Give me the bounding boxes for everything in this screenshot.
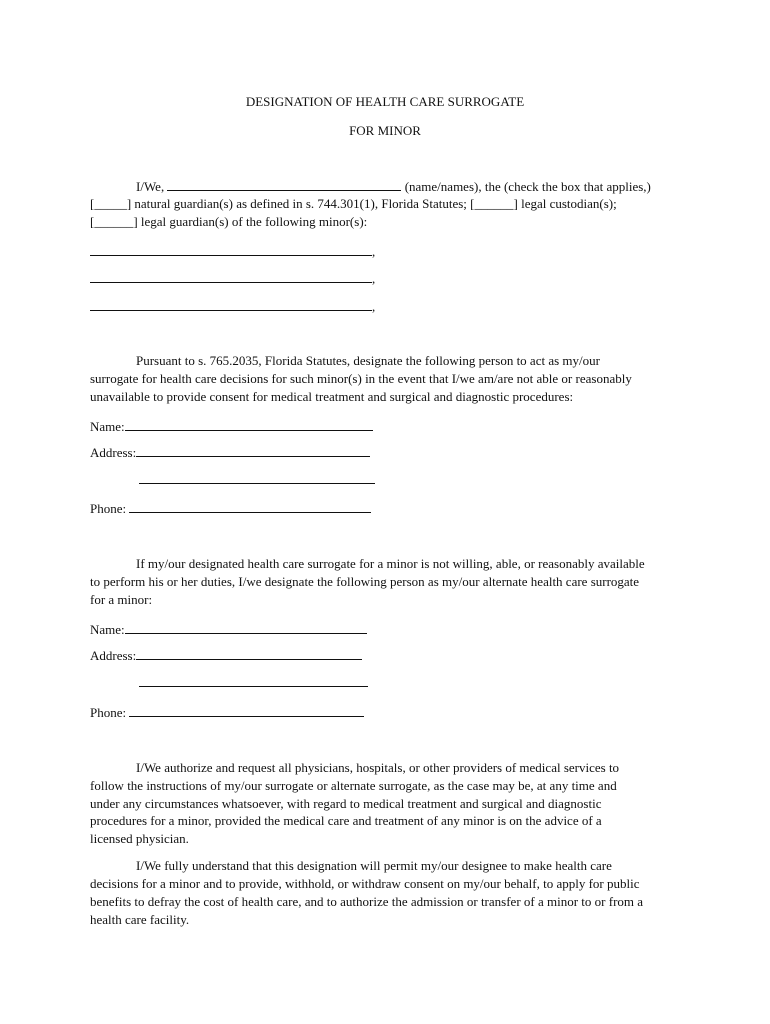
understand-line-1: I/We fully understand that this designation will permit my/our designee to make health care (136, 858, 612, 873)
minor-name-field-2[interactable] (90, 270, 372, 283)
surrogate-phone-label: Phone: (90, 501, 127, 516)
surrogate-phone-row (90, 500, 371, 517)
surrogate-address-row (90, 444, 370, 461)
minor-name-comma-2: , (372, 271, 376, 286)
intro-line-3: [______] legal guardian(s) of the following minor(s): (90, 214, 368, 229)
surrogate-address-field-2[interactable] (139, 483, 375, 484)
alternate-address-field-2[interactable] (139, 686, 368, 687)
authorize-line-5: licensed physician. (90, 831, 189, 846)
intro-line-1 (136, 178, 651, 195)
intro-lead: I/We, (136, 179, 165, 194)
minor-name-line-1 (90, 243, 375, 260)
minor-name-field-1[interactable] (90, 243, 372, 256)
alternate-phone-label: Phone: (90, 705, 127, 720)
alternate-name-field[interactable] (125, 621, 367, 634)
surrogate-name-row (90, 418, 373, 435)
understand-line-2: decisions for a minor and to provide, withhold, or withdraw consent on my/our behalf, to apply for public (90, 876, 640, 891)
surrogate-phone-field[interactable] (129, 500, 371, 513)
minor-name-line-2 (90, 270, 375, 287)
alternate-address-row (90, 647, 362, 664)
alternate-line-1: If my/our designated health care surrogate for a minor is not willing, able, or reasonably available (136, 556, 645, 571)
alternate-line-3: for a minor: (90, 592, 153, 607)
authorize-line-4: procedures for a minor, provided the medical care and treatment of any minor is on the advice of a (90, 813, 602, 828)
minor-name-comma-1: , (372, 244, 376, 259)
minor-name-field-3[interactable] (90, 298, 372, 311)
surrogate-address-field[interactable] (136, 444, 370, 457)
authorize-line-3: under any circumstances whatsoever, with regard to medical treatment and surgical and diagnostic (90, 796, 602, 811)
intro-line-2: [_____] natural guardian(s) as defined in s. 744.301(1), Florida Statutes; [______] legal custodian(s); (90, 196, 617, 211)
designation-line-1: Pursuant to s. 765.2035, Florida Statutes, designate the following person to act as my/our (136, 353, 600, 368)
alternate-phone-row (90, 704, 364, 721)
authorize-line-2: follow the instructions of my/our surrogate or alternate surrogate, as the case may be, at any time and (90, 778, 617, 793)
designation-line-3: unavailable to provide consent for medical treatment and surgical and diagnostic procedures: (90, 389, 574, 404)
surrogate-name-field[interactable] (125, 418, 373, 431)
guardian-names-field[interactable] (167, 178, 401, 191)
alternate-phone-field[interactable] (129, 704, 364, 717)
alternate-name-row (90, 621, 367, 638)
alternate-name-label: Name: (90, 622, 125, 637)
surrogate-address-label: Address: (90, 445, 137, 460)
alternate-line-2: to perform his or her duties, I/we designate the following person as my/our alternate health care surrogate (90, 574, 640, 589)
surrogate-name-label: Name: (90, 419, 125, 434)
authorize-line-1: I/We authorize and request all physicians, hospitals, or other providers of medical services to (136, 760, 620, 775)
designation-line-2: surrogate for health care decisions for such minor(s) in the event that I/we am/are not able or reasonably (90, 371, 632, 386)
document-title: DESIGNATION OF HEALTH CARE SURROGATE (245, 94, 525, 109)
understand-line-3: benefits to defray the cost of health care, and to authorize the admission or transfer of a minor to or from a (90, 894, 644, 909)
minor-name-comma-3: , (372, 299, 376, 314)
alternate-address-label: Address: (90, 648, 137, 663)
intro-tail: (name/names), the (check the box that applies,) (404, 179, 651, 194)
document-subtitle: FOR MINOR (349, 123, 421, 138)
alternate-address-field[interactable] (136, 647, 362, 660)
minor-name-line-3 (90, 298, 375, 315)
understand-line-4: health care facility. (90, 912, 190, 927)
